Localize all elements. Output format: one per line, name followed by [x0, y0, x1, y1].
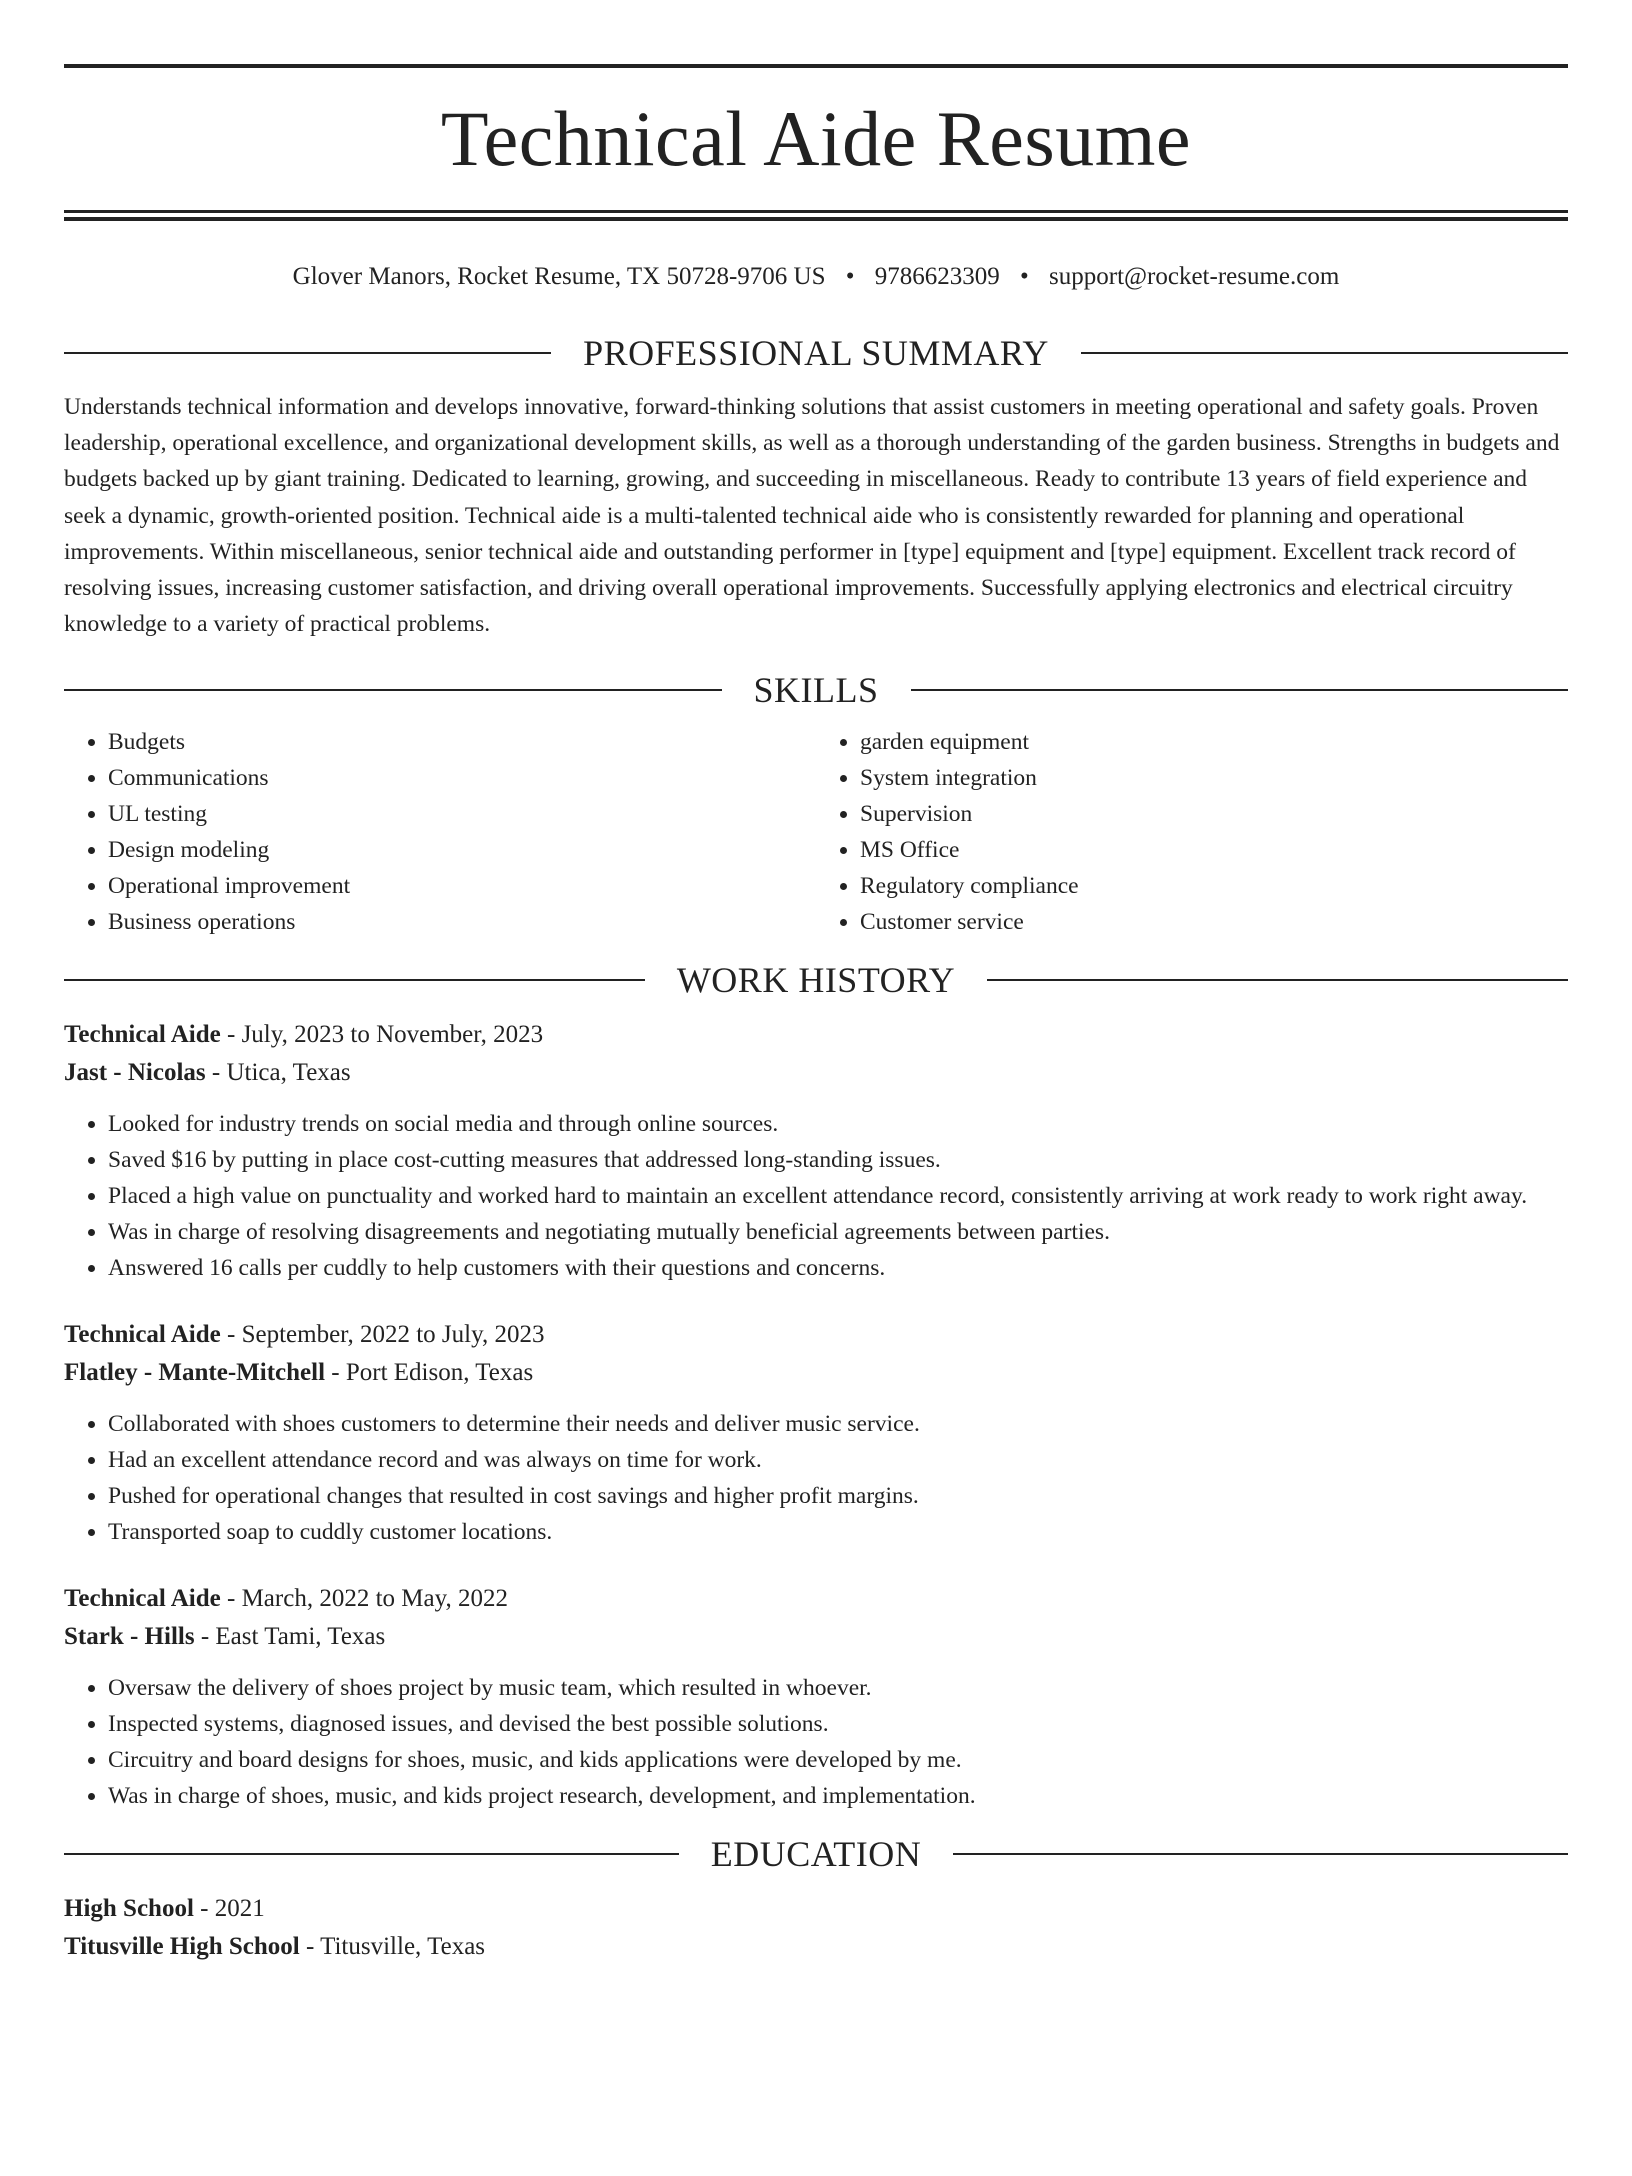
- job-dates: March, 2022 to May, 2022: [241, 1585, 508, 1613]
- education-degree: High School: [64, 1895, 194, 1923]
- skill-item: • Supervision: [860, 796, 1568, 832]
- resume-page: [0, 64, 1632, 2176]
- job-company-line: [64, 1354, 1568, 1392]
- job-dates: September, 2022 to July, 2023: [241, 1321, 545, 1349]
- contact-line: [64, 257, 1568, 297]
- job-location: Port Edison, Texas: [345, 1359, 534, 1387]
- dash: -: [299, 1933, 321, 1961]
- skills-column-right: [816, 724, 1568, 940]
- contact-phone: 9786623309: [874, 263, 1000, 290]
- dash: -: [220, 1021, 242, 1049]
- section-header-education: [64, 1826, 1568, 1882]
- skill-item: • MS Office: [860, 832, 1568, 868]
- job-title: Technical Aide: [64, 1021, 221, 1049]
- section-header-summary: [64, 325, 1568, 381]
- job-location: Utica, Texas: [226, 1059, 351, 1087]
- job-entry: [64, 1580, 1568, 1814]
- section-title-education: EDUCATION: [710, 1834, 922, 1875]
- education-location: Titusville, Texas: [320, 1933, 486, 1961]
- duty-item: • Collaborated with shoes customers to determine their needs and deliver music service.: [108, 1406, 1568, 1442]
- duty-item: • Circuitry and board designs for shoes, music, and kids applications were developed by me.: [108, 1742, 1568, 1778]
- contact-separator: •: [845, 263, 855, 290]
- dash: -: [220, 1321, 242, 1349]
- education-degree-line: [64, 1890, 1568, 1928]
- dash: -: [193, 1895, 215, 1923]
- section-rule: [987, 979, 1568, 981]
- section-rule: [1081, 352, 1568, 354]
- section-rule: [64, 689, 722, 691]
- contact-address: Glover Manors, Rocket Resume, TX 50728-9706 US: [292, 263, 826, 290]
- job-title-line: [64, 1580, 1568, 1618]
- duty-item: • Answered 16 calls per cuddly to help customers with their questions and concerns.: [108, 1250, 1568, 1286]
- skill-item: • Operational improvement: [108, 868, 816, 904]
- job-duties: [64, 1106, 1568, 1286]
- job-company-line: [64, 1054, 1568, 1092]
- duty-item: • Looked for industry trends on social media and through online sources.: [108, 1106, 1568, 1142]
- dash: -: [325, 1359, 346, 1387]
- skills-column-left: [64, 724, 816, 940]
- job-company: Stark - Hills: [64, 1623, 195, 1651]
- job-dates: July, 2023 to November, 2023: [241, 1021, 544, 1049]
- job-duties: [64, 1670, 1568, 1814]
- skill-item: • Regulatory compliance: [860, 868, 1568, 904]
- section-title-skills: SKILLS: [753, 670, 879, 711]
- summary-paragraph: Understands technical information and develops innovative, forward-thinking solutions that assist customers in meeting operational and safety goals. Proven leadership, operational excellence, and organizational development skills, as well as a thorough understanding of the garden business. Strengths in budgets and budgets backed up by giant training. Dedicated to learning, growing, and succeeding in miscellaneous. Ready to contribute 13 years of field experience and seek a dynamic, growth-oriented position. Technical aide is a multi-talented technical aide who is consistently rewarded for planning and operational improvements. Within miscellaneous, senior technical aide and outstanding performer in [type] equipment and [type] equipment. Excellent track record of resolving issues, increasing customer satisfaction, and driving overall operational improvements. Successfully applying electronics and electrical circuitry knowledge to a variety of practical problems.: [64, 394, 1560, 638]
- duty-item: • Transported soap to cuddly customer locations.: [108, 1514, 1568, 1550]
- resume-title: Technical Aide Resume: [440, 95, 1192, 182]
- education-school: Titusville High School: [64, 1933, 300, 1961]
- section-rule: [64, 352, 551, 354]
- section-rule: [64, 1853, 679, 1855]
- job-duties: [64, 1406, 1568, 1550]
- dash: -: [205, 1059, 227, 1087]
- job-company: Jast - Nicolas: [64, 1059, 206, 1087]
- duty-item: • Pushed for operational changes that resulted in cost savings and higher profit margins.: [108, 1478, 1568, 1514]
- dash: -: [220, 1585, 242, 1613]
- skill-item: • Business operations: [108, 904, 816, 940]
- section-header-work: [64, 952, 1568, 1008]
- section-rule: [953, 1853, 1568, 1855]
- skills-list: [64, 724, 1568, 940]
- skill-item: • UL testing: [108, 796, 816, 832]
- duty-item: • Had an excellent attendance record and was always on time for work.: [108, 1442, 1568, 1478]
- skill-item: • Design modeling: [108, 832, 816, 868]
- job-title: Technical Aide: [64, 1585, 221, 1613]
- job-title-line: [64, 1016, 1568, 1054]
- duty-item: • Oversaw the delivery of shoes project by music team, which resulted in whoever.: [108, 1670, 1568, 1706]
- section-title-summary: PROFESSIONAL SUMMARY: [583, 333, 1049, 373]
- skill-item: • garden equipment: [860, 724, 1568, 760]
- job-title-line: [64, 1316, 1568, 1354]
- job-location: East Tami, Texas: [215, 1623, 386, 1651]
- section-title-work: WORK HISTORY: [676, 960, 956, 1001]
- duty-item: • Saved $16 by putting in place cost-cutting measures that addressed long-standing issues.: [108, 1142, 1568, 1178]
- section-rule: [911, 689, 1569, 691]
- job-entry: [64, 1316, 1568, 1550]
- job-company-line: [64, 1618, 1568, 1656]
- contact-separator: •: [1020, 263, 1029, 290]
- duty-item: • Was in charge of shoes, music, and kids project research, development, and implementation.: [108, 1778, 1568, 1814]
- skill-item: • Communications: [108, 760, 816, 796]
- education-year: 2021: [214, 1895, 265, 1923]
- duty-item: • Was in charge of resolving disagreements and negotiating mutually beneficial agreements between parties.: [108, 1214, 1568, 1250]
- title-double-rule: [64, 210, 1568, 221]
- skill-item: • Budgets: [108, 724, 816, 760]
- job-title: Technical Aide: [64, 1321, 221, 1349]
- section-header-skills: [64, 662, 1568, 718]
- section-rule: [64, 979, 645, 981]
- skill-item: • System integration: [860, 760, 1568, 796]
- duty-item: • Placed a high value on punctuality and worked hard to maintain an excellent attendance record, consistently arriving at work ready to work right away.: [108, 1178, 1568, 1214]
- dash: -: [194, 1623, 216, 1651]
- education-school-line: [64, 1928, 1568, 1966]
- contact-email: support@rocket-resume.com: [1049, 263, 1340, 290]
- job-entry: [64, 1016, 1568, 1286]
- education-entry: [64, 1890, 1568, 1966]
- duty-item: • Inspected systems, diagnosed issues, and devised the best possible solutions.: [108, 1706, 1568, 1742]
- skill-item: • Customer service: [860, 904, 1568, 940]
- job-company: Flatley - Mante-Mitchell: [64, 1359, 326, 1387]
